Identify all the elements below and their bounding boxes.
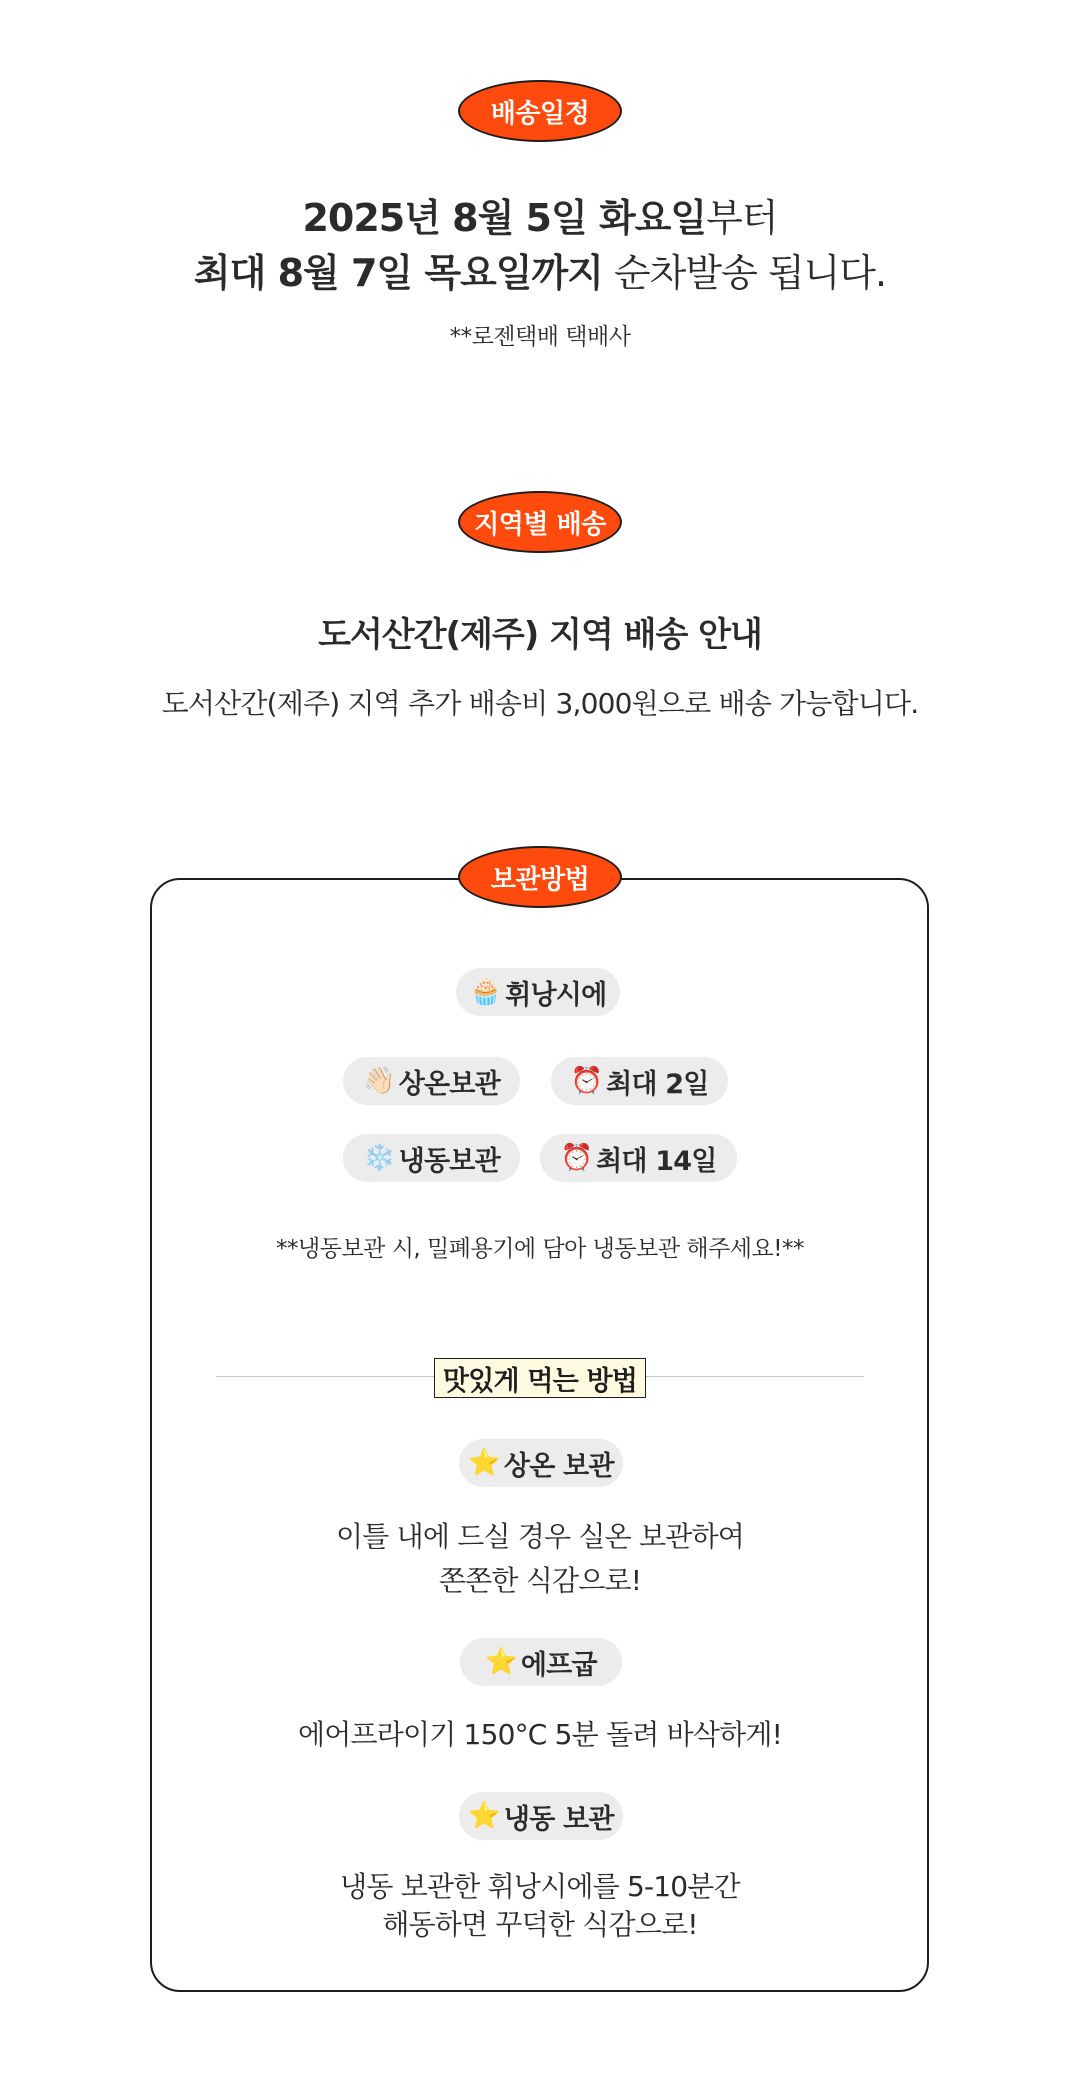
tip-airfryer-title: 에프굽 [520, 1649, 597, 1681]
ship-end-suffix: 순차발송 됩니다. [602, 251, 887, 295]
tip-airfryer-line-1: 에어프라이기 150°C 5분 돌려 바삭하게! [297, 1718, 783, 1751]
star-icon: ⭐ [468, 1448, 500, 1478]
product-chip [456, 968, 620, 1016]
tip-frozen-line-2: 해동하면 꾸덕한 식감으로! [382, 1908, 698, 1941]
frozen-period-chip [540, 1134, 737, 1182]
cupcake-icon: 🧁 [469, 977, 502, 1007]
tip-frozen-line-1: 냉동 보관한 휘낭시에를 5-10분간 [340, 1870, 740, 1903]
room-temp-label: 상온보관 [398, 1068, 500, 1100]
star-icon: ⭐ [485, 1647, 517, 1677]
product-chip-label: 휘낭시에 [505, 979, 607, 1011]
courier-note: **로젠택배 택배사 [449, 324, 631, 350]
ship-end-date: 최대 8월 7일 목요일까지 [193, 251, 603, 295]
frozen-chip [343, 1134, 520, 1182]
howto-title: 맛있게 먹는 방법 [434, 1358, 646, 1398]
tip-room-temp-line-2: 쫀쫀한 식감으로! [438, 1564, 642, 1597]
alarm-clock-icon: ⏰ [570, 1066, 603, 1096]
star-icon: ⭐ [468, 1801, 500, 1831]
shipping-date-line-2 [0, 246, 1080, 300]
freezer-note: **냉동보관 시, 밀폐용기에 담아 냉동보관 해주세요!** [276, 1236, 804, 1262]
waving-hand-icon: 👋🏻 [363, 1066, 395, 1096]
region-shipping-badge: 지역별 배송 [458, 491, 622, 553]
ship-start-date: 2025년 8월 5일 화요일 [302, 196, 707, 240]
shipping-date-line-1 [0, 191, 1080, 245]
region-shipping-title: 도서산간(제주) 지역 배송 안내 [318, 615, 762, 655]
tip-frozen-title: 냉동 보관 [503, 1803, 614, 1835]
frozen-period: 최대 14일 [596, 1145, 717, 1177]
ship-start-suffix: 부터 [706, 196, 778, 240]
tip-room-temp-chip [459, 1439, 623, 1487]
tip-airfryer-chip [460, 1638, 622, 1686]
room-temp-period-chip [551, 1057, 728, 1105]
alarm-clock-icon: ⏰ [560, 1143, 593, 1173]
shipping-schedule-badge: 배송일정 [458, 80, 622, 142]
frozen-label: 냉동보관 [398, 1145, 500, 1177]
snowflake-icon: ❄️ [363, 1143, 395, 1173]
room-temp-period: 최대 2일 [606, 1068, 709, 1100]
region-shipping-text: 도서산간(제주) 지역 추가 배송비 3,000원으로 배송 가능합니다. [161, 687, 919, 720]
storage-method-badge: 보관방법 [458, 846, 622, 908]
tip-frozen-chip [459, 1792, 623, 1840]
tip-room-temp-line-1: 이틀 내에 드실 경우 실온 보관하여 [336, 1520, 744, 1553]
room-temp-chip [343, 1057, 520, 1105]
tip-room-temp-title: 상온 보관 [503, 1450, 614, 1482]
